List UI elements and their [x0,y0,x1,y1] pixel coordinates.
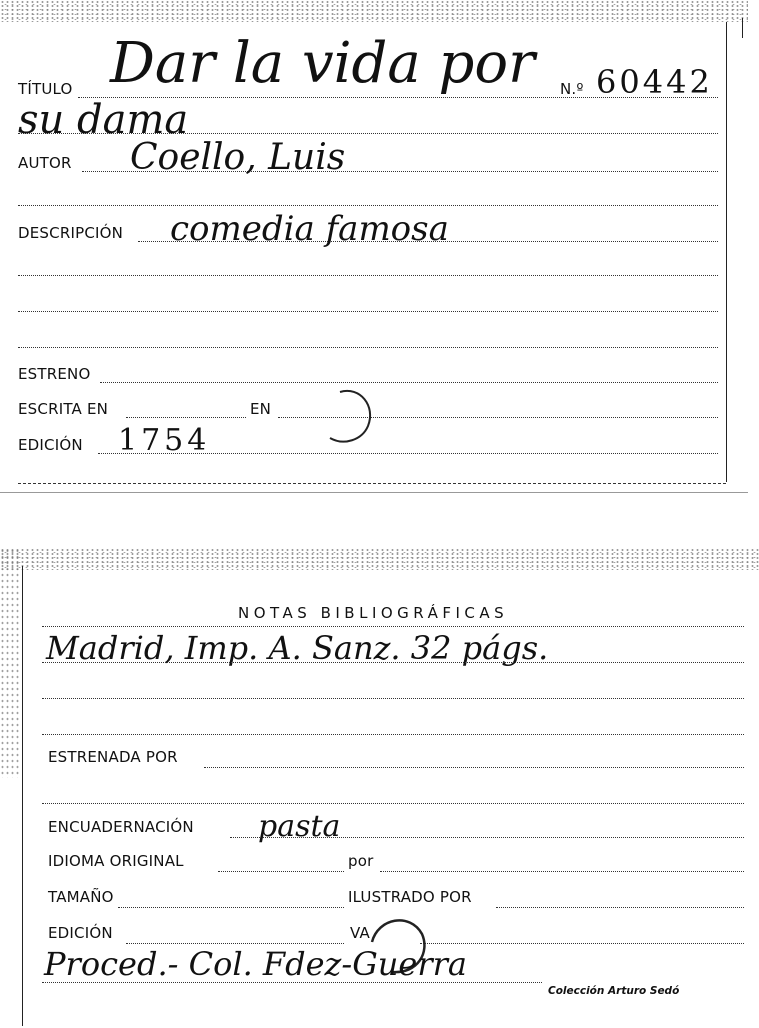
estrenada-por-rule [204,767,744,768]
edicion-back-rule [126,943,344,944]
blank-rule-4 [18,347,718,348]
en-label: EN [250,400,272,418]
card-separator [0,492,748,493]
notas-rule-3 [42,698,744,699]
ilustrado-por-label: ILUSTRADO POR [348,888,472,906]
ilustrado-por-rule [496,907,744,908]
estreno-rule [100,382,718,383]
card-edge-texture-side [0,548,20,778]
por-label: por [348,852,374,870]
catalog-card-back [0,548,759,1028]
blank-rule-back-1 [42,803,744,804]
hole-punch-mark [318,388,378,448]
estrenada-por-label: ESTRENADA POR [48,748,178,766]
descripcion-value: comedia famosa [170,209,449,249]
escrita-en-label: ESCRITA EN [18,400,109,418]
encuadernacion-label: ENCUADERNACIÓN [48,818,194,836]
card-right-edge-mark [742,18,743,38]
estreno-label: ESTRENO [18,365,91,383]
titulo-value-line1: Dar la vida por [110,31,535,96]
proced-value: Proced.- Col. Fdez-Guerra [44,945,467,983]
catalog-card-front [0,0,748,492]
va-label: VA [350,924,370,942]
numero-label: N.º [560,80,584,98]
idioma-original-label: IDIOMA ORIGINAL [48,852,184,870]
blank-rule-2 [18,275,718,276]
edicion-value: 1754 [118,423,211,458]
titulo-label: TÍTULO [18,80,73,98]
idioma-original-rule [218,871,344,872]
card-edge-texture [0,0,748,22]
notas-heading: NOTAS BIBLIOGRÁFICAS [238,604,509,622]
edicion-label: EDICIÓN [18,436,83,454]
por-rule [380,871,744,872]
notas-value: Madrid, Imp. A. Sanz. 32 págs. [46,629,549,667]
tamano-rule [118,907,344,908]
notas-rule-1 [42,626,744,627]
escrita-en-rule [126,417,246,418]
blank-rule-1 [18,205,718,206]
titulo-value-line2: su dama [18,97,189,143]
coleccion-credit: Colección Arturo Sedó [548,985,680,997]
autor-label: AUTOR [18,154,72,172]
card-edge-texture [0,548,759,570]
card-left-border [22,566,23,1026]
edicion-back-label: EDICIÓN [48,924,113,942]
encuadernacion-value: pasta [258,809,341,844]
autor-value: Coello, Luis [130,137,346,178]
notas-rule-2 [42,662,744,663]
notas-rule-4 [42,734,744,735]
card-bottom-rule [18,483,726,484]
va-rule [420,943,744,944]
proced-rule [42,982,542,983]
card-right-border [726,22,727,482]
tamano-label: TAMAÑO [48,888,114,906]
blank-rule-3 [18,311,718,312]
descripcion-label: DESCRIPCIÓN [18,224,124,242]
numero-value: 60442 [596,63,713,101]
